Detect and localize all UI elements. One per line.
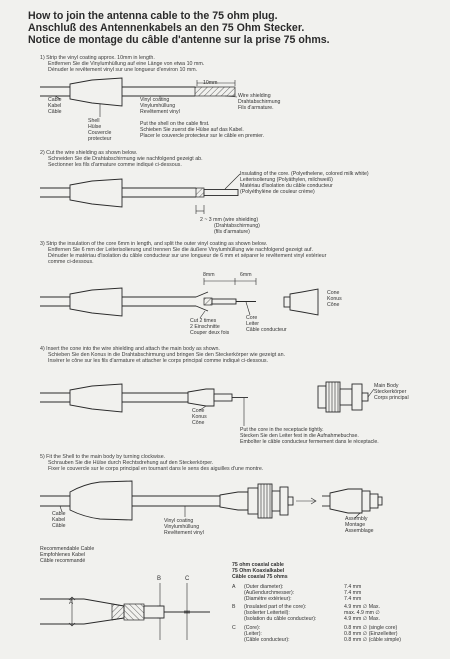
step1-wire-label-en: Wire shielding — [238, 93, 271, 99]
step1-shell-label-en: Shell — [88, 118, 100, 124]
step5-instruction-de: Schrauben Sie die Hülse durch Rechtsdrehung auf den Steckerkörper. — [48, 460, 214, 466]
step5-assembly-label-en: Assembly — [345, 516, 368, 522]
step2-instruction-de: Schneiden Sie die Drahtabschirmung wie nachfolgend gezeigt ab. — [48, 156, 203, 162]
spec-row-c-value-en: 0.8 mm ∅ (single core) — [344, 625, 398, 631]
step3-cone-label-de: Konus — [327, 296, 342, 302]
step4-instruction-fr: Insérer le cône sur les fils d'armature et attacher le corps principal comme indiqué ci-dessous. — [48, 358, 269, 364]
step3-core-label-fr: Câble conducteur — [246, 327, 287, 333]
step3-cut-label-de: 2 Einschnitte — [190, 324, 220, 330]
step4-put-note-fr: Emboîter le câble conducteur fermement dans le réceptacle. — [240, 439, 379, 445]
step4-diagram — [40, 382, 374, 426]
step1-put-note-de: Schieben Sie zuerst die Hülse auf das Kabel. — [140, 127, 244, 133]
spec-row-b-label-en: (Insulated part of the core): — [244, 604, 307, 610]
spec-heading-de: 75 Ohm Koaxialkabel — [232, 568, 285, 574]
step1-cable-label-fr: Câble — [48, 109, 62, 115]
core-insulation — [204, 190, 238, 196]
step1-wire-label-de: Drahtabschirmung — [238, 99, 281, 105]
step4-main-body-label-en: Main Body — [374, 383, 399, 389]
step1-cable-label-en: Cable — [48, 97, 62, 103]
step1-vinyl-label-de: Vinylumhüllung — [140, 103, 176, 109]
title-french: Notice de montage du câble d'antenne sur la prise 75 ohms. — [28, 34, 330, 46]
assembly-part — [330, 489, 362, 513]
spec-row-b-value-fr: 4.9 mm ∅ Max. — [344, 616, 380, 622]
step3-cone-label-fr: Cône — [327, 302, 340, 308]
step1-dimension-10mm: 10mm — [203, 80, 218, 86]
step4-instruction-en: 4) Insert the cone into the wire shielding and attach the main body as shown. — [40, 346, 220, 352]
step3-instruction-de: Entfernen Sie 6 mm der Leiterisolierung und trennen Sie die äußere Vinylumhüllung wie nachfolgend gezeigt auf. — [48, 247, 313, 253]
recommended-cable-fr: Câble recommandé — [40, 558, 86, 564]
step4-cone-label-de: Konus — [192, 414, 207, 420]
shell-part — [70, 78, 122, 106]
step1-cable-label-de: Kabel — [48, 103, 62, 109]
step5-cable-label-de: Kabel — [52, 517, 66, 523]
spec-row-b-letter: B — [232, 604, 236, 610]
step3-core-label-de: Leiter — [246, 321, 259, 327]
spec-row-b-label-de: (Isolierter Leiterteil): — [244, 610, 290, 616]
figure-label-a: A — [69, 600, 74, 606]
step1-wire-label-fr: Fils d'armature. — [238, 105, 274, 111]
main-body-part — [318, 386, 326, 408]
spec-row-c-label-en: (Core): — [244, 625, 261, 631]
recommended-cable-diagram — [40, 583, 210, 640]
step1-instruction-en: 1) Strip the vinyl coating approx. 10mm in length. — [40, 55, 155, 61]
spec-row-a-letter: A — [232, 584, 236, 590]
step1-shell-label-de: Hülse — [88, 124, 102, 130]
step3-instruction-en: 3) Strip the insulation of the core 6mm in length, and split the outer vinyl coating as shown below. — [40, 241, 268, 247]
spec-row-a-value-en: 7.4 mm — [344, 584, 362, 590]
spec-row-c-label-de: (Leiter): — [244, 631, 262, 637]
step3-dimension-8mm: 8mm — [203, 272, 215, 278]
step1-shell-label-fr-2: protecteur — [88, 136, 112, 142]
step1-vinyl-label-en: Vinyl coating — [140, 97, 170, 103]
step2-insulation-label-en: Insulating of the core. (Polyethelene, colored milk white) — [240, 171, 369, 177]
spec-row-c-value-de: 0.8 mm ∅ (Einzelleiter) — [344, 631, 398, 637]
step1-put-note-fr: Placer le couvercle protecteur sur le câble en premier. — [140, 133, 264, 139]
step4-put-note-de: Stecken Sie den Leiter fest in die Aufnahmebuchse. — [240, 433, 359, 439]
spec-row-a-value-fr: 7.4 mm — [344, 596, 362, 602]
step3-instruction-fr-1: Dénuder le matériau d'isolation du câble conducteur sur une longueur de 6 mm et séparer le revêtement vinyl extérieur — [48, 253, 327, 259]
step3-cut-label-fr: Couper deux fois — [190, 330, 230, 336]
step4-instruction-de: Schieben Sie den Konus in die Drahtabschirmung und bringen Sie den Steckerkörper wie gezeigt an. — [48, 352, 286, 358]
cone-part — [290, 289, 318, 315]
step3-dimension-6mm: 6mm — [240, 272, 252, 278]
step1-instruction-de: Entfernen Sie die Vinylumhüllung auf eine Länge von etwa 10 mm. — [48, 61, 205, 67]
step2-instruction-fr: Sectionner les fils d'armature comme indiqué ci-dessous. — [48, 162, 182, 168]
step4-main-body-label-de: Steckerkörper — [374, 389, 407, 395]
spec-row-a-label-de: (Außendurchmesser): — [244, 590, 295, 596]
step5-instruction-en: 5) Fit the Shell to the main body by turning clockwise. — [40, 454, 166, 460]
step5-vinyl-label-en: Vinyl coating — [164, 518, 194, 524]
step2-insulation-label-fr-2: (Polyéthylène de couleur crème) — [240, 189, 315, 195]
figure-label-c: C — [185, 576, 190, 582]
spec-row-a-label-fr: (Diamètre extérieur): — [244, 596, 292, 602]
figure-label-b: B — [157, 576, 162, 582]
spec-row-b-value-de: max. 4.9 mm ∅ — [344, 610, 380, 616]
shell-fitted — [70, 481, 132, 520]
step4-main-body-label-fr: Corps principal — [374, 395, 409, 401]
step5-cable-label-en: Cable — [52, 511, 66, 517]
step1-instruction-fr: Dénuder le revêtement vinyl sur une longueur d'environ 10 mm. — [48, 67, 198, 73]
step5-vinyl-label-fr: Revêtement vinyl — [164, 530, 204, 536]
step2-instruction-en: 2) Cut the wire shielding as shown below. — [40, 150, 138, 156]
recommended-cable-en: Recommendable Cable — [40, 546, 95, 552]
spec-row-c-label-fr: (Câble conducteur): — [244, 637, 290, 643]
step3-cut-label-en: Cut 2 times — [190, 318, 217, 324]
step1-shell-label-fr-1: Couvercle — [88, 130, 112, 136]
step5-assembly-label-fr: Assemblage — [345, 528, 374, 534]
step1-put-note-en: Put the shell on the cable first. — [140, 121, 210, 127]
step3-instruction-fr-2: comme ci-dessous. — [48, 259, 94, 265]
step4-cone-label-fr: Cône — [192, 420, 205, 426]
title-german: Anschluß des Antennenkabels an den 75 Ohm Stecker. — [28, 22, 305, 34]
spec-heading-fr: Câble coaxial 75 ohms — [232, 574, 288, 580]
spec-row-c-letter: C — [232, 625, 236, 631]
step3-cone-label-en: Cone — [327, 290, 340, 296]
title-english: How to join the antenna cable to the 75 ohm plug. — [28, 10, 278, 22]
step5-assembly-label-de: Montage — [345, 522, 366, 528]
step2-dimension-fr: (fils d'armature) — [214, 229, 250, 235]
step5-diagram — [40, 481, 382, 520]
spec-row-b-label-fr: (Isolation du câble conducteur): — [244, 616, 317, 622]
wire-shielding — [195, 87, 235, 96]
spec-row-b-value-en: 4.9 mm ∅ Max. — [344, 604, 380, 610]
spec-heading-en: 75 ohm coaxial cable — [232, 562, 284, 568]
step2-dimension-de: (Drahtabschirmung) — [214, 223, 260, 229]
step2-insulation-label-de: Leiterisolierung (Polyäthylen, milchweiß) — [240, 177, 333, 183]
step2-diagram — [40, 174, 240, 214]
step2-insulation-label-fr-1: Matériau d'isolation du câble conducteur — [240, 183, 333, 189]
step3-diagram — [40, 278, 318, 318]
step1-vinyl-label-fr: Revêtement vinyl — [140, 109, 180, 115]
step5-vinyl-label-de: Vinylumhüllung — [164, 524, 200, 530]
spec-row-a-label-en: (Outer diameter): — [244, 584, 284, 590]
step5-instruction-fr: Fixer le couvercle sur le corps principal en tournant dans le sens des aiguilles d'une montre. — [48, 466, 264, 472]
recommended-cable-de: Empfohlenes Kabel — [40, 552, 85, 558]
spec-row-c-value-fr: 0.8 mm ∅ (câble simple) — [344, 637, 401, 643]
step1-diagram — [40, 78, 237, 117]
step2-dimension-en: 2 ~ 3 mm (wire shielding) — [200, 217, 259, 223]
spec-row-a-value-de: 7.4 mm — [344, 590, 362, 596]
step4-cone-label-en: Cone — [192, 408, 205, 414]
step5-cable-label-fr: Câble — [52, 523, 66, 529]
step3-core-label-en: Core — [246, 315, 258, 321]
step4-put-note-en: Put the core in the receptacle tightly. — [240, 427, 324, 433]
